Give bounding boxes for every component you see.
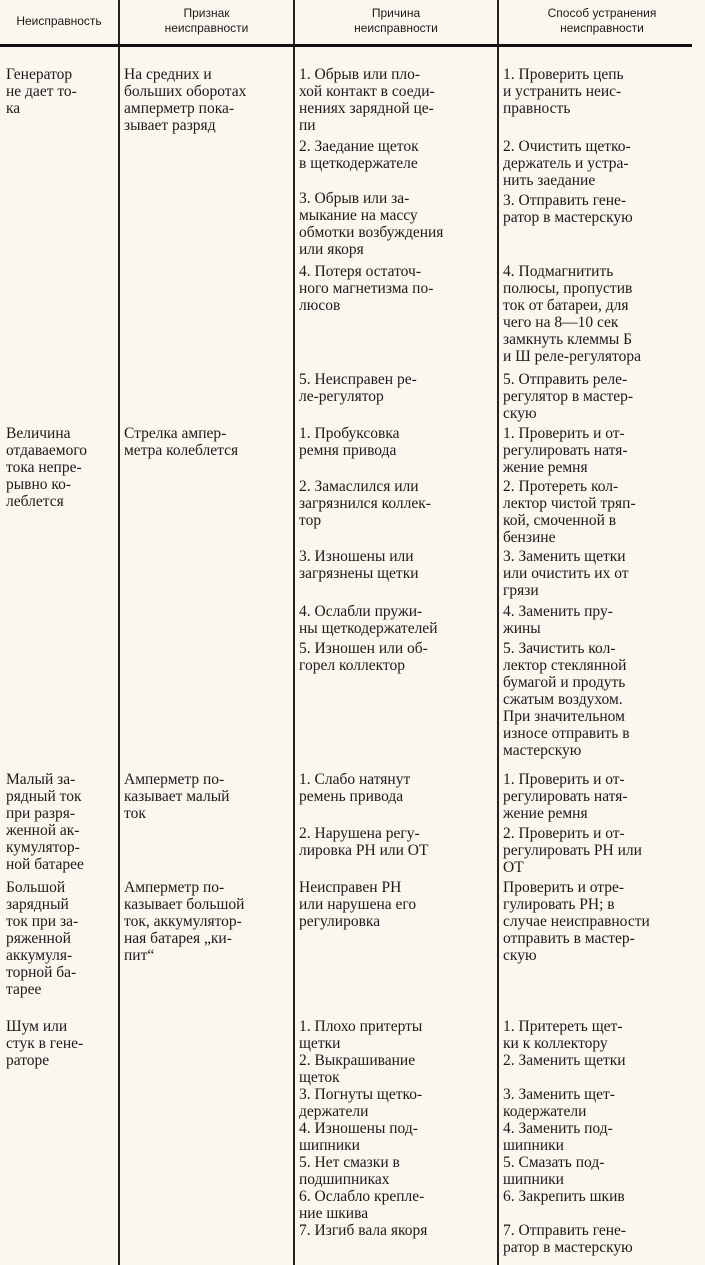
cause-item: 2. Нарушена регу- лировка РН или ОТ bbox=[299, 825, 429, 859]
fault-cell: Величина отдаваемого тока непре- рывно ко- леблется bbox=[6, 425, 88, 510]
header-remedy: Способ устранения неисправности bbox=[547, 6, 657, 35]
remedy-item: 4. Заменить под- шипники bbox=[503, 1120, 613, 1154]
header-cause: Причина неисправности bbox=[354, 6, 438, 35]
cause-item: 2. Замаслился или загрязнился коллек- тор bbox=[299, 478, 431, 529]
cause-item: 5. Изношен или об- горел коллектор bbox=[299, 640, 428, 674]
remedy-item: 5. Отправить реле- регулятор в мастер- скую bbox=[503, 371, 634, 422]
remedy-item: 2. Проверить и от- регулировать РН или ОТ bbox=[503, 825, 642, 876]
cause-item: 5. Нет смазки в подшипниках bbox=[299, 1154, 400, 1188]
cause-item: 1. Обрыв или пло- хой контакт в соеди- нениях зарядной це- пи bbox=[299, 66, 435, 134]
cause-item: 1. Слабо натянут ремень привода bbox=[299, 771, 411, 805]
cause-item: 3. Обрыв или за- мыкание на массу обмотки возбуждения или якоря bbox=[299, 190, 444, 258]
cause-item: 1. Пробуксовка ремня привода bbox=[299, 425, 400, 459]
remedy-item: 2. Протереть кол- лектор чистой тряп- кой, смоченной в бензине bbox=[503, 478, 636, 546]
remedy-item: 3. Заменить щет- кодержатели bbox=[503, 1086, 615, 1120]
fault-cell: Генератор не дает то- ка bbox=[6, 66, 77, 117]
fault-cell: Малый за- рядный ток при разря- женной ак- кумулятор- ной батарее bbox=[6, 771, 84, 873]
cause-item: 2. Выкрашивание щеток bbox=[299, 1052, 416, 1086]
remedy-item: 6. Закрепить шкив bbox=[503, 1188, 625, 1205]
cause-item: 4. Потеря остаточ- ного магнетизма по- люсов bbox=[299, 263, 434, 314]
header-fault: Неисправность bbox=[16, 14, 102, 28]
header-symptom: Признак неисправности bbox=[164, 6, 249, 35]
remedy-item: 7. Отправить гене- ратор в мастерскую bbox=[503, 1222, 633, 1256]
cause-item: Неисправен РН или нарушена его регулировка bbox=[299, 879, 417, 930]
remedy-item: 4. Подмагнитить полюсы, пропустив ток от батареи, для чего на 8—10 сек замкнуть клеммы Б и Ш реле-регулятора bbox=[503, 263, 641, 365]
cause-item: 7. Изгиб вала якоря bbox=[299, 1222, 428, 1239]
column-divider bbox=[497, 0, 499, 1265]
symptom-cell: Амперметр по- казывает малый ток bbox=[124, 771, 230, 822]
remedy-item: 5. Зачистить кол- лектор стеклянной бумагой и продуть сжатым воздухом. При значительном износе отправить в мастерскую bbox=[503, 640, 630, 759]
symptom-cell: На средних и больших оборотах амперметр пока- зывает разряд bbox=[124, 66, 247, 134]
symptom-cell: Амперметр по- казывает большой ток, аккумулятор- ная батарея „ки- пит“ bbox=[124, 879, 245, 964]
remedy-item: 1. Притереть щет- ки к коллектору bbox=[503, 1018, 623, 1052]
remedy-item: 4. Заменить пру- жины bbox=[503, 603, 613, 637]
remedy-item: Проверить и отре- гулировать РН; в случае неисправности отправить в мастер- скую bbox=[503, 879, 650, 964]
remedy-item: 2. Очистить щетко- держатель и устра- нить заедание bbox=[503, 138, 631, 189]
remedy-item: 3. Отправить гене- ратор в мастерскую bbox=[503, 192, 633, 226]
header-rule bbox=[0, 44, 692, 47]
cause-item: 1. Плохо притерты щетки bbox=[299, 1018, 423, 1052]
symptom-cell: Стрелка ампер- метра колеблется bbox=[124, 425, 239, 459]
cause-item: 3. Погнуты щетко- держатели bbox=[299, 1086, 423, 1120]
remedy-item: 3. Заменить щетки или очистить их от грязи bbox=[503, 548, 629, 599]
cause-item: 3. Изношены или загрязнены щетки bbox=[299, 548, 419, 582]
remedy-item: 5. Смазать под- шипники bbox=[503, 1154, 605, 1188]
remedy-item: 2. Заменить щетки bbox=[503, 1052, 626, 1069]
column-divider bbox=[293, 0, 295, 1265]
cause-item: 5. Неисправен ре- ле-регулятор bbox=[299, 371, 417, 405]
column-divider bbox=[118, 0, 120, 1265]
remedy-item: 1. Проверить и от- регулировать натя- жение ремня bbox=[503, 425, 628, 476]
cause-item: 4. Изношены под- шипники bbox=[299, 1120, 418, 1154]
cause-item: 2. Заедание щеток в щеткодержателе bbox=[299, 138, 419, 172]
fault-cell: Шум или стук в гене- раторе bbox=[6, 1018, 84, 1069]
fault-cell: Большой зарядный ток при за- ряженной аккумуля- торной ба- тарее bbox=[6, 879, 79, 998]
remedy-item: 1. Проверить и от- регулировать натя- жение ремня bbox=[503, 771, 628, 822]
cause-item: 4. Ослабли пружи- ны щеткодержателей bbox=[299, 603, 438, 637]
cause-item: 6. Ослабло крепле- ние шкива bbox=[299, 1188, 425, 1222]
remedy-item: 1. Проверить цепь и устранить неис- правность bbox=[503, 66, 624, 117]
